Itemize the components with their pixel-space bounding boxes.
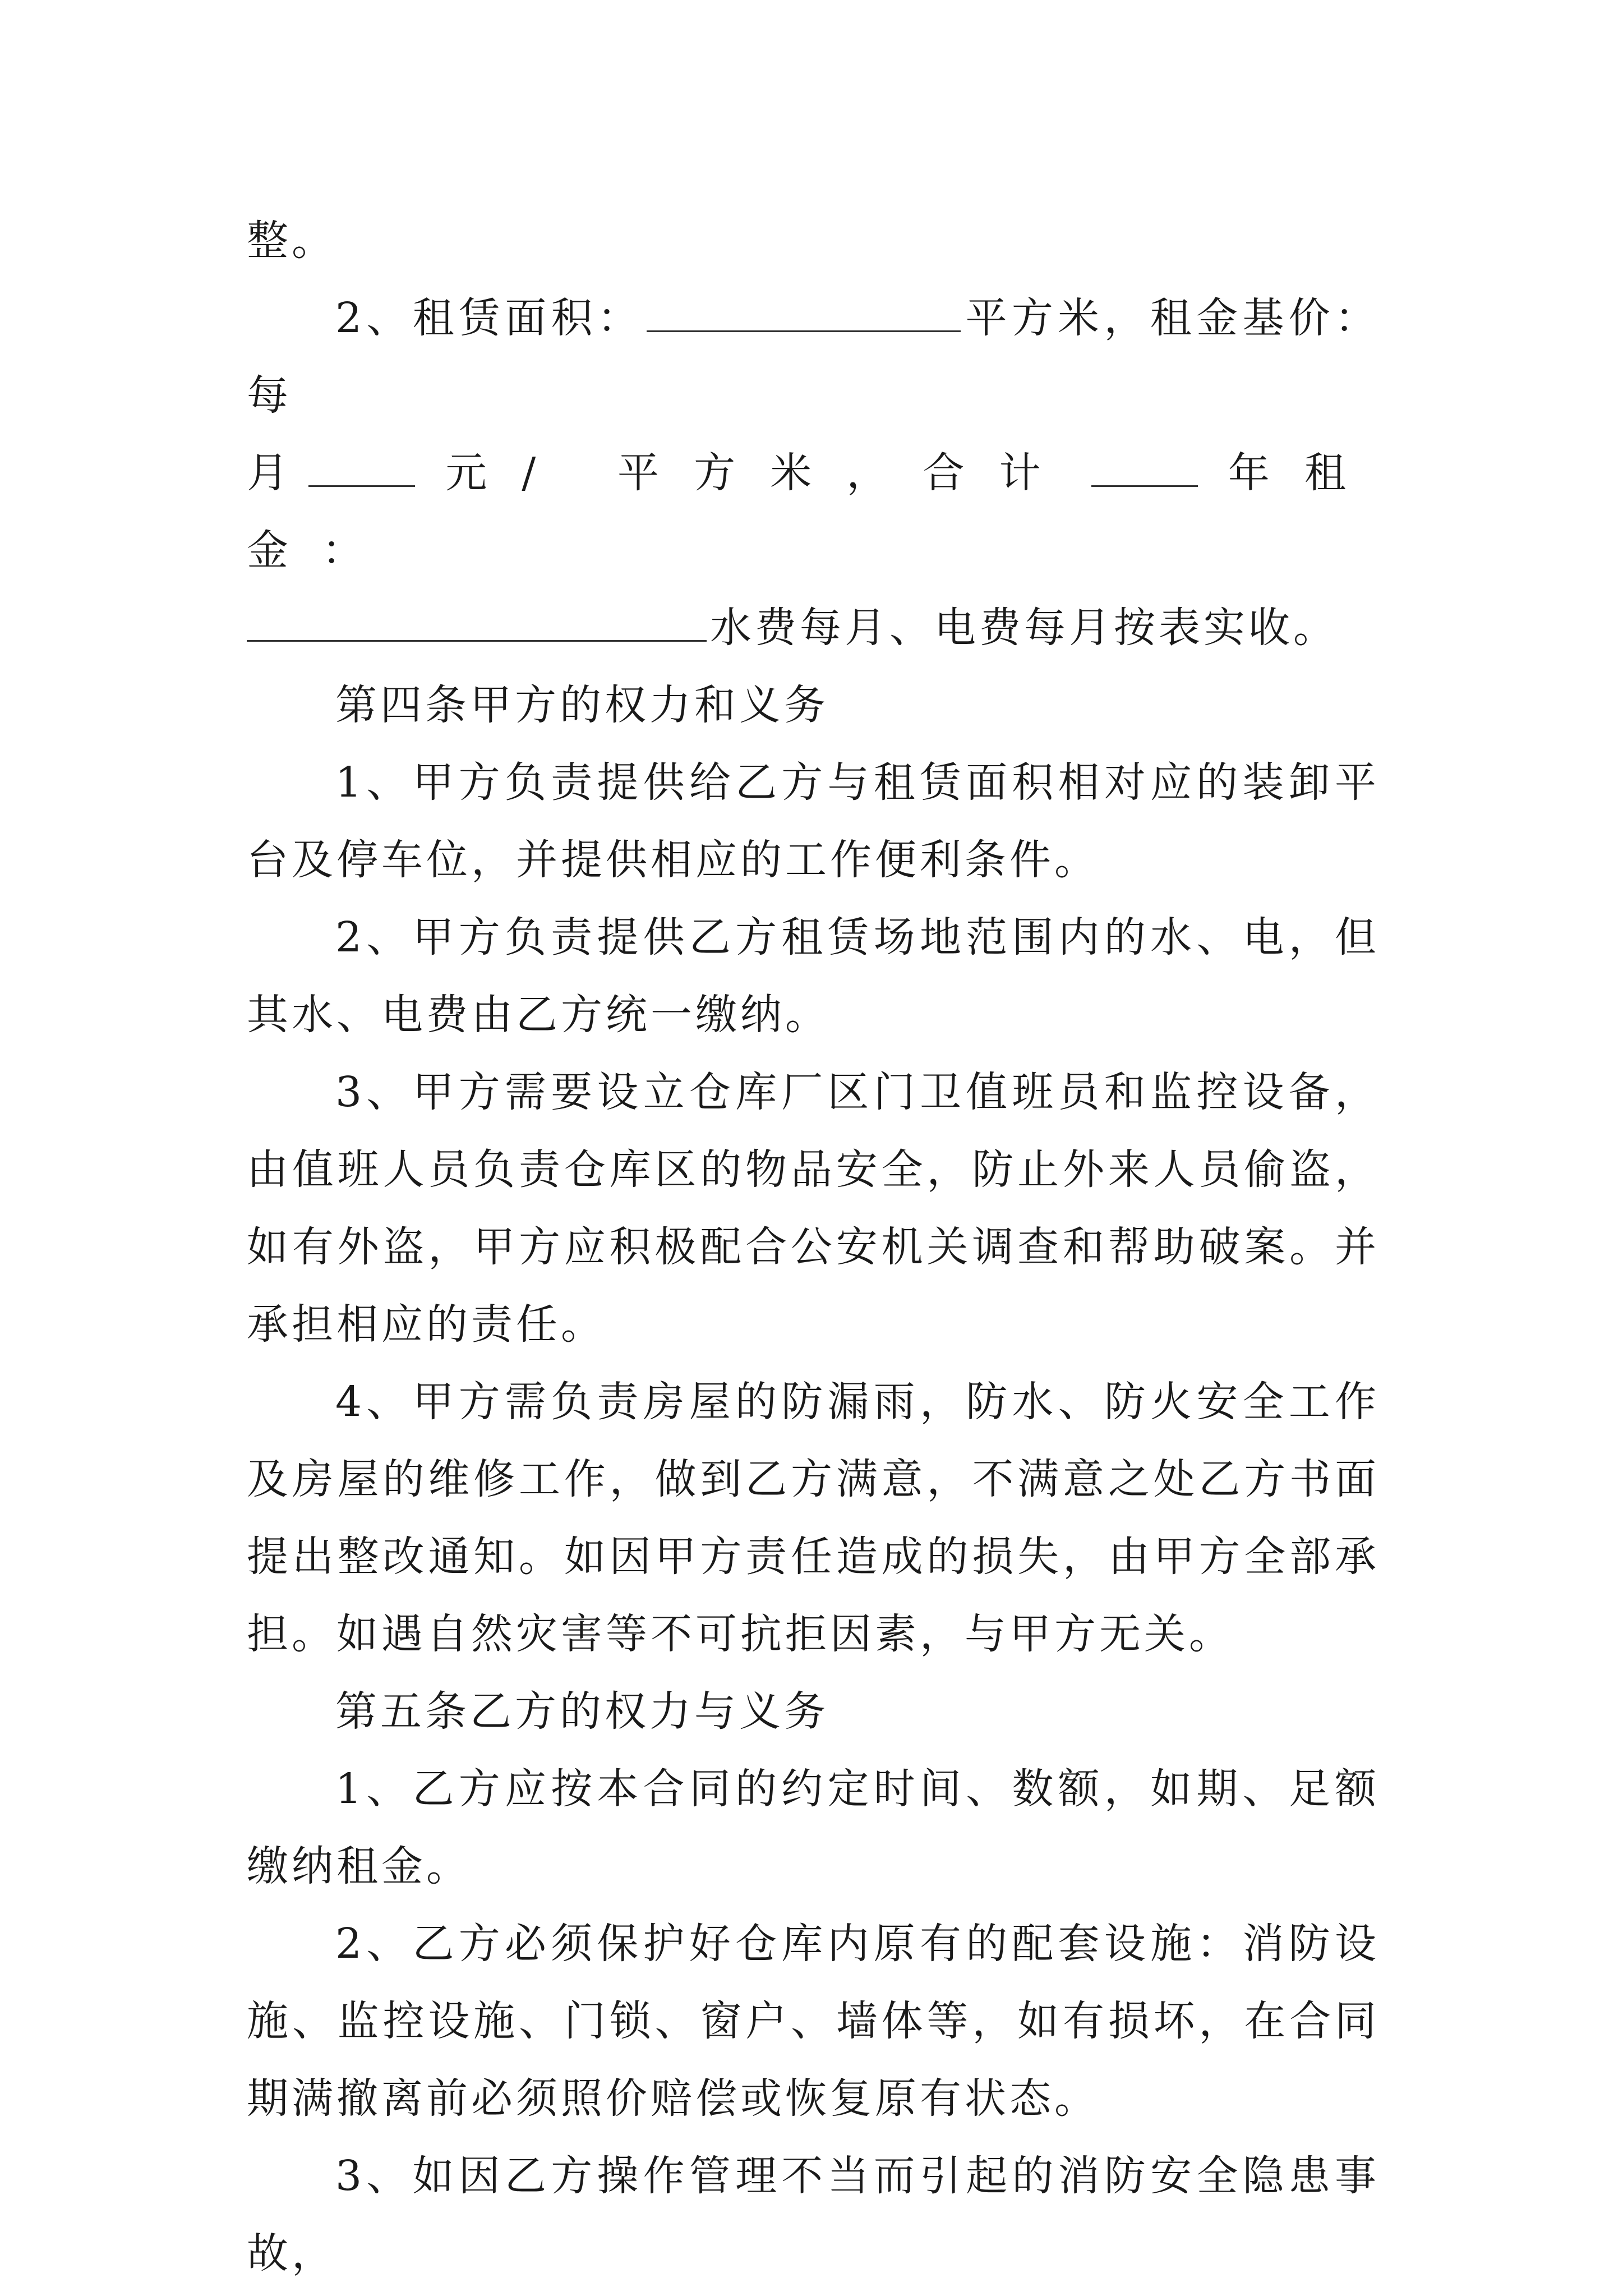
document-body — [247, 202, 1380, 2292]
article-4-item-1: 1、甲方负责提供给乙方与租赁面积相对应的装卸平台及停车位，并提供相应的工作便利条件。 — [247, 758, 1380, 884]
article-4-item-4: 4、甲方需负责房屋的防漏雨，防水、防火安全工作及房屋的维修工作，做到乙方满意，不满意之处乙方书面提出整改通知。如因甲方责任造成的损失，由甲方全部承担。如遇自然灾害等不可抗拒因素，与甲方无关。 — [247, 1378, 1380, 1658]
article-5-title: 第五条乙方的权力与义务 — [335, 1687, 829, 1736]
price-blank — [308, 444, 415, 487]
rent-blank — [247, 599, 707, 642]
paragraph-fragment: 整。 — [247, 217, 336, 265]
article-5-item-1: 1、乙方应按本合同的约定时间、数额，如期、足额缴纳租金。 — [247, 1765, 1380, 1890]
unit-total-label: 元/ 平方米，合计 — [444, 449, 1076, 497]
month-label: 月 — [247, 449, 293, 497]
article-5-item-3: 3、如因乙方操作管理不当而引起的消防安全隐患事故， — [247, 2152, 1380, 2277]
article-5-item-2: 2、乙方必须保护好仓库内原有的配套设施：消防设施、监控设施、门锁、窗户、墙体等，如有损坏，在合同期满撤离前必须照价赔偿或恢复原有状态。 — [247, 1920, 1380, 2123]
paragraph-rental-area — [247, 279, 1380, 666]
price-line — [247, 434, 1380, 589]
year-rent-label: 年租金： — [247, 449, 1380, 574]
rent-line — [247, 589, 1380, 666]
article-4-item-3: 3、甲方需要设立仓库厂区门卫值班员和监控设备，由值班人员负责仓库区的物品安全，防止外来人员偷盗，如有外盗，甲方应积极配合公安机关调查和帮助破案。并承担相应的责任。 — [247, 1068, 1380, 1349]
article-4-item-2: 2、甲方负责提供乙方租赁场地范围内的水、电，但其水、电费由乙方统一缴纳。 — [247, 913, 1380, 1039]
total-blank — [1091, 444, 1198, 487]
unit-price-label: 平方米，租金基价：每 — [247, 294, 1380, 420]
rental-area-label: 2、租赁面积： — [335, 294, 644, 342]
article-4-title: 第四条甲方的权力和义务 — [335, 681, 829, 729]
utilities-label: 水费每月、电费每月按表实收。 — [710, 604, 1338, 652]
area-blank — [647, 289, 961, 332]
